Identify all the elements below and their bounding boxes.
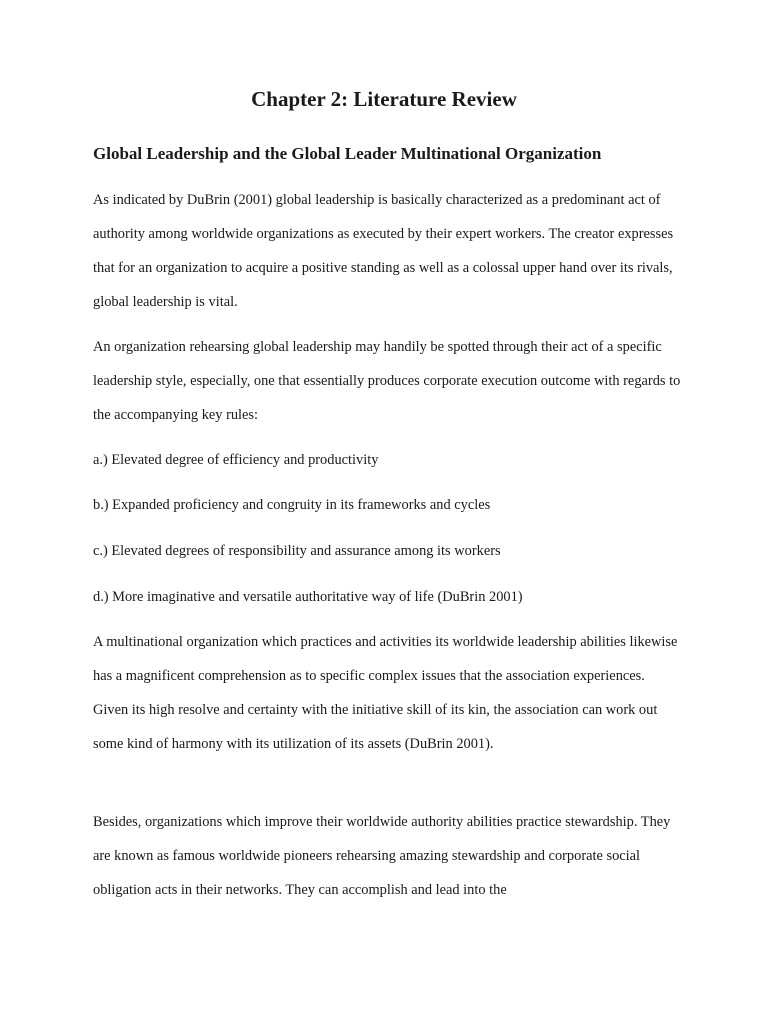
chapter-title: Chapter 2: Literature Review: [251, 87, 517, 111]
list-item: c.) Elevated degrees of responsibility and assurance among its workers: [93, 543, 501, 559]
section-heading: Global Leadership and the Global Leader Multinational Organization: [93, 144, 602, 163]
list-item: d.) More imaginative and versatile authoritative way of life (DuBrin 2001): [93, 589, 523, 605]
paragraph-3: A multinational organization which practices and activities its worldwide leadership abilities likewise has a magnificent comprehension as to specific complex issues that the association experiences. Given its high resolve and certainty with the initiative skill of its kin, the association can work out some kind of harmony with its utilization of its assets (DuBrin 2001).: [93, 634, 678, 752]
paragraph-2: An organization rehearsing global leadership may handily be spotted through their act of a specific leadership style, especially, one that essentially produces corporate execution outcome with regards to the accompanying key rules:: [93, 339, 681, 423]
list-item: a.) Elevated degree of efficiency and productivity: [93, 452, 379, 468]
paragraph-4: Besides, organizations which improve their worldwide authority abilities practice stewardship. They are known as famous worldwide pioneers rehearsing amazing stewardship and corporate social obligation acts in their networks. They can accomplish and lead into the: [93, 814, 671, 898]
list-item: b.) Expanded proficiency and congruity in its frameworks and cycles: [93, 497, 491, 513]
paragraph-1: As indicated by DuBrin (2001) global leadership is basically characterized as a predominant act of authority among worldwide organizations as executed by their expert workers. The creator expresses that for an organization to acquire a positive standing as well as a colossal upper hand over its rivals, global leadership is vital.: [93, 192, 674, 310]
